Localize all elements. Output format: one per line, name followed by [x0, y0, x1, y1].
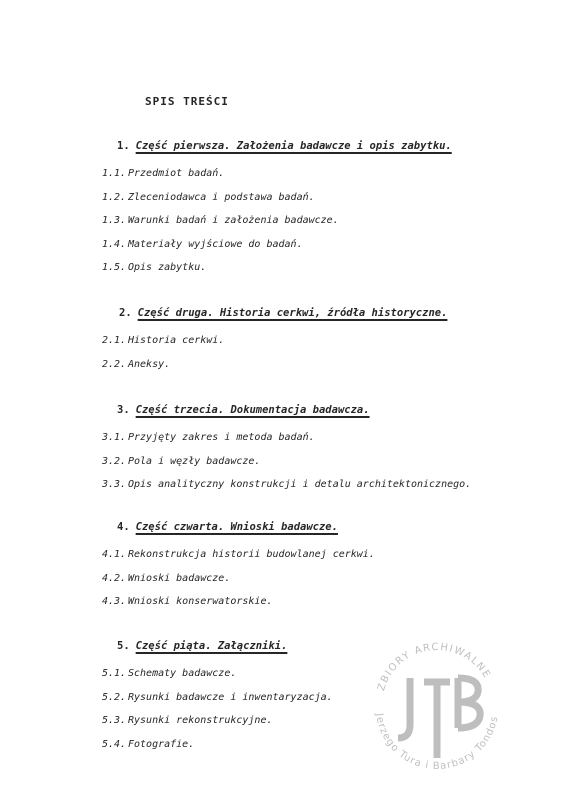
section-number: 5. [117, 640, 130, 652]
toc-item-number: 5.1. [102, 668, 127, 679]
section-number: 4. [117, 521, 130, 533]
section-title: Część czwarta. Wnioski badawcze. [135, 521, 338, 533]
toc-item [102, 573, 230, 584]
toc-item [102, 479, 471, 490]
toc-item-text: Pola i węzły badawcze. [128, 455, 261, 467]
section-number: 1. [117, 140, 130, 152]
toc-item-text: Wnioski badawcze. [128, 572, 231, 584]
toc-item [102, 692, 333, 703]
section-title: Część piąta. Załączniki. [135, 640, 288, 652]
toc-item-text: Rysunki rekonstrukcyjne. [128, 715, 273, 726]
toc-item-number: 2.2. [102, 358, 127, 370]
toc-item-text: Warunki badań i założenia badawcze. [128, 215, 339, 226]
toc-item [102, 262, 206, 273]
toc-item-text: Wnioski konserwatorskie. [128, 596, 273, 607]
toc-item [102, 359, 170, 370]
toc-item-number: 1.3. [102, 215, 127, 226]
toc-item-number: 1.2. [102, 191, 127, 203]
stamp-monogram [398, 678, 480, 758]
toc-item-text: Fotografie. [128, 738, 195, 750]
toc-item-text: Opis analityczny konstrukcji i detalu architektonicznego. [128, 479, 472, 490]
section-heading [119, 307, 447, 319]
toc-item-text: Rysunki badawcze i inwentaryzacja. [128, 691, 333, 703]
toc-item [102, 432, 315, 443]
toc-item [102, 596, 273, 607]
toc-item-number: 1.5. [102, 262, 127, 273]
toc-item [102, 549, 375, 560]
toc-item-number: 5.4. [102, 738, 127, 750]
toc-item [102, 335, 224, 346]
section-number: 2. [119, 307, 132, 319]
toc-item-text: Schematy badawcze. [128, 668, 237, 679]
section-heading [117, 521, 338, 533]
toc-item-number: 1.1. [102, 168, 127, 179]
toc-item-number: 1.4. [102, 238, 127, 250]
toc-item [102, 739, 194, 750]
toc-item-text: Aneksy. [128, 358, 171, 370]
toc-item-number: 3.3. [102, 479, 127, 490]
toc-item-number: 4.1. [102, 549, 127, 560]
section-title: Część druga. Historia cerkwi, źródła historyczne. [137, 307, 448, 319]
toc-item-text: Materiały wyjściowe do badań. [128, 238, 303, 250]
toc-item-text: Przyjęty zakres i metoda badań. [128, 432, 315, 443]
toc-item-number: 2.1. [102, 335, 127, 346]
toc-item-number: 4.2. [102, 572, 127, 584]
toc-item-number: 3.1. [102, 432, 127, 443]
section-heading [117, 140, 452, 152]
toc-item-number: 5.3. [102, 715, 127, 726]
archive-stamp [362, 630, 512, 780]
section-title: Część pierwsza. Założenia badawcze i opis zabytku. [135, 140, 452, 152]
toc-item-text: Opis zabytku. [128, 262, 207, 273]
stamp-top-text: ZBIORY ARCHIWALNE [375, 641, 493, 693]
section-heading [117, 404, 370, 416]
toc-item-text: Zleceniodawca i podstawa badań. [128, 191, 315, 203]
page-title: SPIS TREŚCI [145, 95, 229, 108]
stamp-bottom-text: Jerzego Tura i Barbary Tondos [373, 712, 501, 773]
toc-item [102, 168, 224, 179]
section-title: Część trzecia. Dokumentacja badawcza. [135, 404, 370, 416]
toc-item [102, 456, 260, 467]
toc-item-number: 5.2. [102, 691, 127, 703]
section-heading [117, 640, 287, 652]
section-number: 3. [117, 404, 130, 416]
toc-item [102, 192, 315, 203]
toc-item [102, 668, 236, 679]
toc-item-number: 4.3. [102, 596, 127, 607]
toc-item-number: 3.2. [102, 455, 127, 467]
toc-item-text: Przedmiot badań. [128, 168, 225, 179]
toc-item-text: Historia cerkwi. [128, 335, 225, 346]
toc-item [102, 715, 273, 726]
toc-item-text: Rekonstrukcja historii budowlanej cerkwi. [128, 549, 375, 560]
toc-item [102, 215, 339, 226]
toc-item [102, 239, 303, 250]
